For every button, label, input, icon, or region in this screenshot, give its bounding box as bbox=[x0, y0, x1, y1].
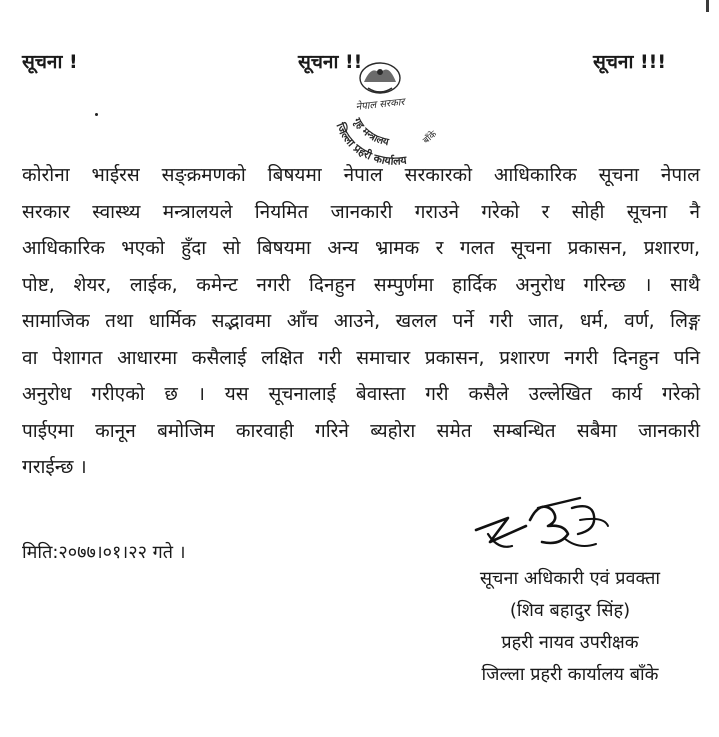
signatory-office: जिल्ला प्रहरी कार्यालय बाँके bbox=[481, 664, 659, 685]
edge-mark bbox=[706, 0, 709, 12]
stray-dot bbox=[95, 113, 98, 116]
seal-middle-text: गृह मन्त्रालय bbox=[350, 116, 390, 149]
signatory-title: सूचना अधिकारी एवं प्रवक्ता bbox=[479, 568, 661, 589]
body-line: अनुरोध गरीएको छ । यस सूचनालाई बेवास्ता गरी कसैले उल्लेखित कार्य गरेको bbox=[22, 383, 700, 405]
notice-heading-left: सूचना ! bbox=[22, 51, 78, 73]
signatory-rank: प्रहरी नायव उपरीक्षक bbox=[501, 632, 639, 653]
body-line: कोरोना भाईरस सङ्क्रमणको बिषयमा नेपाल सरकारको आधिकारिक सूचना नेपाल bbox=[22, 164, 700, 186]
seal-bottom-text: जिल्ला प्रहरी कार्यालय bbox=[333, 121, 408, 168]
body-line: पोष्ट, शेयर, लाईक, कमेन्ट नगरी दिनहुन सम्पुर्णमा हार्दिक अनुरोध गरिन्छ । साथै bbox=[22, 273, 700, 296]
signatory-block bbox=[440, 563, 700, 691]
notice-heading-right: सूचना !!! bbox=[593, 51, 666, 73]
body-line: सामाजिक तथा धार्मिक सद्भावमा आँच आउने, खलल पर्ने गरी जात, धर्म, वर्ण, लिङ्ग bbox=[22, 310, 700, 332]
seal-place-text: बाँके bbox=[421, 129, 439, 147]
body-line: वा पेशागत आधारमा कसैलाई लक्षित गरी समाचार प्रकासन, प्रशारण नगरी दिनहुन पनि bbox=[22, 346, 700, 369]
notice-date: मिति:२०७७।०१।२२ गते । bbox=[22, 542, 186, 563]
national-emblem-icon bbox=[360, 63, 400, 93]
office-seal-stamp bbox=[318, 52, 458, 172]
body-line: आधिकारिक भएको हुँदा सो बिषयमा अन्य भ्रामक र गलत सूचना प्रकासन, प्रशारण, bbox=[22, 237, 700, 259]
body-line: गराईन्छ । bbox=[22, 456, 87, 478]
signatory-name: (शिव बहादुर सिंह) bbox=[509, 600, 631, 621]
body-line: पाईएमा कानून बमोजिम कारवाही गरिने ब्यहोरा समेत सम्बन्धित सबैमा जानकारी bbox=[22, 419, 700, 442]
seal-top-text: नेपाल सरकार bbox=[355, 96, 406, 113]
body-line: सरकार स्वास्थ्य मन्त्रालयले नियमित जानकारी गराउने गरेको र सोही सूचना नै bbox=[22, 200, 700, 223]
notice-heading-center: सूचना !! bbox=[298, 51, 363, 73]
notice-body bbox=[22, 157, 700, 486]
handwritten-signature bbox=[468, 490, 618, 565]
